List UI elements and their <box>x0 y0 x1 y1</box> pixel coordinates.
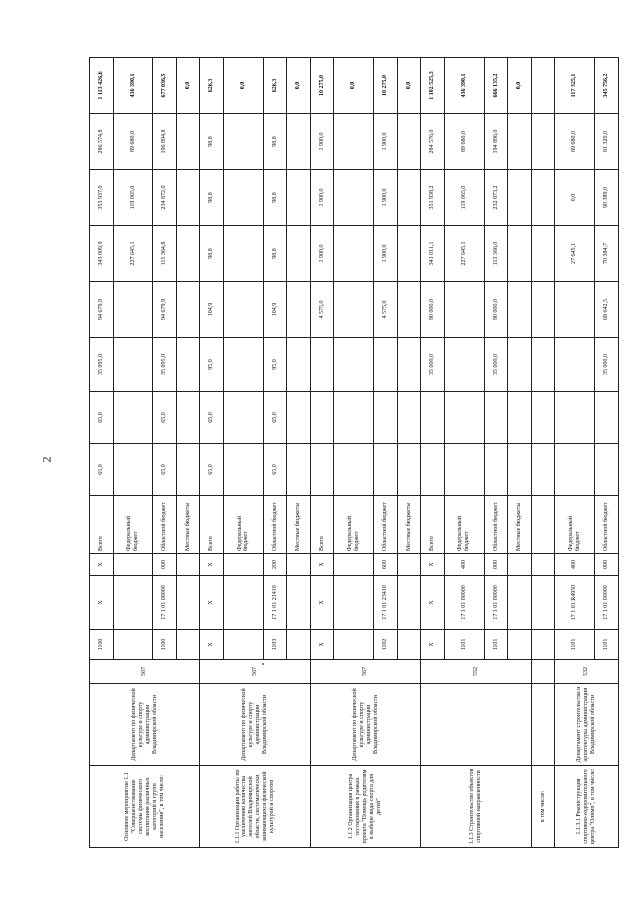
empty-cell <box>531 170 555 226</box>
value-cell <box>176 282 200 338</box>
total-cell: 0,0 <box>397 58 421 114</box>
empty-cell <box>531 114 555 170</box>
funding-source: Местные бюджеты <box>287 496 311 554</box>
value-cell <box>287 392 311 444</box>
vr-code: X <box>200 554 224 576</box>
value-cell <box>397 444 421 496</box>
value-cell: 35 095,0 <box>153 338 177 392</box>
total-cell: 626,3 <box>263 58 287 114</box>
csr-code: 17 1 01 00000 <box>484 576 508 630</box>
event-name: 1.1.1 Организация работы по увеличению количества жителей Владимирской области, систематически занимающихся физической культурой и спортом <box>200 766 310 848</box>
value-cell: 104,9 <box>200 282 224 338</box>
total-cell: 1 113 426,6 <box>90 58 114 114</box>
value-cell <box>176 114 200 170</box>
total-cell: 626,3 <box>200 58 224 114</box>
value-cell: 227 645,1 <box>113 226 153 282</box>
total-cell: 436 390,1 <box>444 58 484 114</box>
rz-code: 1101 <box>444 630 484 660</box>
value-cell: 98,8 <box>263 114 287 170</box>
value-cell: 341 011,1 <box>421 226 445 282</box>
empty-cell <box>531 684 555 766</box>
total-cell: 345 756,2 <box>595 58 619 114</box>
event-name: 1.1.2 Организация центра тестирования в рамках проекта "Помощь родителям в выборе вида спорта для детей" <box>310 766 420 848</box>
vr-code: 200 <box>263 554 287 576</box>
value-cell <box>397 338 421 392</box>
funding-source: Областной бюджет <box>263 496 287 554</box>
value-cell: 90 000,0 <box>484 282 508 338</box>
rz-code: X <box>310 630 334 660</box>
value-cell: 1 900,0 <box>374 170 398 226</box>
value-cell <box>334 114 374 170</box>
vr-code <box>176 554 200 576</box>
value-cell <box>176 170 200 226</box>
value-cell <box>421 392 445 444</box>
grbs-code: 552 <box>421 660 531 684</box>
value-cell: 286 574,8 <box>90 114 114 170</box>
empty-cell <box>531 282 555 338</box>
funding-source: Местные бюджеты <box>397 496 421 554</box>
value-cell <box>444 282 484 338</box>
value-cell: 98,8 <box>200 226 224 282</box>
total-cell: 0,0 <box>223 58 263 114</box>
total-cell: 1 102 525,3 <box>421 58 445 114</box>
vr-code <box>508 554 532 576</box>
funding-source: Областной бюджет <box>374 496 398 554</box>
value-cell <box>334 170 374 226</box>
value-cell: 1 900,0 <box>374 114 398 170</box>
value-cell <box>287 170 311 226</box>
vr-code <box>113 554 153 576</box>
value-cell: 94 679,9 <box>90 282 114 338</box>
value-cell: 1 900,0 <box>374 226 398 282</box>
value-cell <box>334 226 374 282</box>
value-cell: 35 095,0 <box>90 338 114 392</box>
rz-code <box>113 630 153 660</box>
value-cell <box>176 226 200 282</box>
value-cell <box>374 392 398 444</box>
rz-code <box>397 630 421 660</box>
csr-code <box>508 576 532 630</box>
vr-code: 600 <box>374 554 398 576</box>
executor <box>421 684 531 766</box>
funding-source: Федеральный бюджет <box>555 496 595 554</box>
value-cell <box>334 338 374 392</box>
event-name: 1.1.3.1 Реконструкция спортивно-оздоровительного центра "Олимп", в том числе: <box>555 766 619 848</box>
rz-code: 1101 <box>484 630 508 660</box>
value-cell <box>421 444 445 496</box>
value-cell: 89 680,0 <box>555 114 595 170</box>
rz-code <box>508 630 532 660</box>
executor: Департамент по физической культуре и спорту администрации Владимирской области <box>310 684 420 766</box>
value-cell <box>113 444 153 496</box>
value-cell <box>287 338 311 392</box>
value-cell <box>223 338 263 392</box>
total-cell: 677 036,5 <box>153 58 177 114</box>
csr-code <box>223 576 263 630</box>
value-cell <box>444 392 484 444</box>
value-cell <box>555 282 595 338</box>
value-cell <box>484 444 508 496</box>
value-cell <box>397 114 421 170</box>
vr-code: 400 <box>444 554 484 576</box>
funding-source: Федеральный бюджет <box>113 496 153 554</box>
total-cell: 0,0 <box>176 58 200 114</box>
rz-code <box>334 630 374 660</box>
funding-source: Местные бюджеты <box>176 496 200 554</box>
funding-source: Областной бюджет <box>153 496 177 554</box>
executor: Департамент строительства и архитектуры администрации Владимирской области <box>555 684 619 766</box>
vr-code: X <box>421 554 445 576</box>
value-cell: 0,0 <box>555 170 595 226</box>
vr-code: 000 <box>153 554 177 576</box>
total-cell: 436 390,1 <box>113 58 153 114</box>
value-cell: 70 384,7 <box>595 226 619 282</box>
value-cell <box>334 392 374 444</box>
value-cell <box>508 114 532 170</box>
value-cell <box>223 170 263 226</box>
funding-source: Областной бюджет <box>595 496 619 554</box>
total-cell: 117 325,1 <box>555 58 595 114</box>
value-cell: 95,0 <box>263 338 287 392</box>
value-cell <box>176 392 200 444</box>
value-cell: 1 900,0 <box>310 170 334 226</box>
value-cell <box>397 392 421 444</box>
value-cell <box>508 392 532 444</box>
executor: Департамент по физической культуре и спорту администрации Владимирской области <box>200 684 310 766</box>
grbs-code: 567 <box>310 660 420 684</box>
value-cell: 113 366,0 <box>484 226 508 282</box>
vr-code: 000 <box>484 554 508 576</box>
vr-code: 000 <box>595 554 619 576</box>
empty-cell <box>531 392 555 444</box>
funding-source: Всего <box>310 496 334 554</box>
value-cell <box>555 392 595 444</box>
value-cell <box>334 444 374 496</box>
value-cell: 90 389,0 <box>595 170 619 226</box>
csr-code <box>334 576 374 630</box>
page-number: 2 <box>39 456 54 463</box>
table-row <box>200 58 224 848</box>
value-cell: 65,0 <box>153 444 177 496</box>
value-cell: 81 320,0 <box>595 114 619 170</box>
table-row <box>90 58 114 848</box>
vr-code <box>397 554 421 576</box>
rz-code: 1100 <box>153 630 177 660</box>
rz-code: X <box>421 630 445 660</box>
value-cell: 35 000,0 <box>421 338 445 392</box>
value-cell <box>287 114 311 170</box>
value-cell <box>223 392 263 444</box>
value-cell: 65,0 <box>200 392 224 444</box>
value-cell: 232 873,2 <box>484 170 508 226</box>
value-cell <box>508 444 532 496</box>
value-cell: 119 065,0 <box>444 170 484 226</box>
value-cell: 65,0 <box>90 444 114 496</box>
table-row <box>531 58 555 848</box>
value-cell: 90 000,0 <box>421 282 445 338</box>
csr-code: 17 1 01 21410 <box>263 576 287 630</box>
rz-code: 1102 <box>374 630 398 660</box>
value-cell <box>287 282 311 338</box>
rz-code: 1101 <box>595 630 619 660</box>
csr-code <box>113 576 153 630</box>
vr-code: 400 <box>555 554 595 576</box>
value-cell <box>223 114 263 170</box>
csr-code: X <box>421 576 445 630</box>
csr-code <box>397 576 421 630</box>
funding-source: Всего <box>421 496 445 554</box>
value-cell: 1 900,0 <box>310 114 334 170</box>
value-cell: 4 575,0 <box>310 282 334 338</box>
value-cell: 284 576,0 <box>421 114 445 170</box>
event-name: Основное мероприятие 1.1 "Совершенствование системы физического воспитания различных категорий и групп населения", в том числе: <box>90 766 200 848</box>
total-cell: 10 275,0 <box>374 58 398 114</box>
executor: Департамент по физической культуре и спорту администрации Владимирской области <box>90 684 200 766</box>
value-cell: 65,0 <box>90 392 114 444</box>
value-cell <box>374 444 398 496</box>
funding-source: Местные бюджеты <box>508 496 532 554</box>
value-cell: 115 364,8 <box>153 226 177 282</box>
rotated-table-wrapper <box>89 58 619 848</box>
value-cell <box>310 338 334 392</box>
funding-source: Федеральный бюджет <box>223 496 263 554</box>
value-cell <box>397 226 421 282</box>
csr-code: 17 1 01 23410 <box>374 576 398 630</box>
event-name: в том числе: <box>531 766 555 848</box>
value-cell: 98,8 <box>200 170 224 226</box>
value-cell <box>113 338 153 392</box>
total-cell: 0,0 <box>334 58 374 114</box>
value-cell <box>444 338 484 392</box>
value-cell <box>397 282 421 338</box>
csr-code: X <box>310 576 334 630</box>
empty-cell <box>531 660 555 684</box>
value-cell <box>334 282 374 338</box>
value-cell <box>223 282 263 338</box>
value-cell: 35 000,0 <box>484 338 508 392</box>
rz-code <box>176 630 200 660</box>
csr-code: 17 1 01 00000 <box>444 576 484 630</box>
value-cell <box>176 338 200 392</box>
value-cell <box>113 392 153 444</box>
value-cell: 95,0 <box>200 338 224 392</box>
value-cell: 94 679,9 <box>153 282 177 338</box>
budget-table <box>89 57 619 848</box>
value-cell: 194 896,0 <box>484 114 508 170</box>
table-row <box>555 58 595 848</box>
value-cell <box>310 444 334 496</box>
funding-source: Всего <box>90 496 114 554</box>
value-cell: 343 009,9 <box>90 226 114 282</box>
rz-code: X <box>200 630 224 660</box>
empty-cell <box>531 338 555 392</box>
value-cell <box>508 338 532 392</box>
value-cell <box>223 444 263 496</box>
value-cell: 351 938,2 <box>421 170 445 226</box>
value-cell: 89 680,0 <box>444 114 484 170</box>
funding-source: Всего <box>200 496 224 554</box>
value-cell: 196 894,8 <box>153 114 177 170</box>
value-cell <box>484 392 508 444</box>
empty-cell <box>531 226 555 282</box>
value-cell <box>508 226 532 282</box>
value-cell: 65,0 <box>263 392 287 444</box>
value-cell: 65,0 <box>153 392 177 444</box>
funding-source: Областной бюджет <box>484 496 508 554</box>
value-cell: 353 937,0 <box>90 170 114 226</box>
value-cell <box>223 226 263 282</box>
csr-code: 17 1 01 00000 <box>153 576 177 630</box>
rz-code: 1103 <box>263 630 287 660</box>
value-cell: 98,8 <box>200 114 224 170</box>
rz-code: 1100 <box>90 630 114 660</box>
grbs-code: 567 <box>200 660 310 684</box>
vr-code <box>287 554 311 576</box>
csr-code: 17 1 01 R4950 <box>555 576 595 630</box>
total-cell: 666 135,2 <box>484 58 508 114</box>
value-cell <box>287 226 311 282</box>
funding-source: Федеральный бюджет <box>334 496 374 554</box>
value-cell <box>310 392 334 444</box>
value-cell <box>113 282 153 338</box>
empty-cell <box>531 444 555 496</box>
rz-code: 1101 <box>555 630 595 660</box>
vr-code: X <box>310 554 334 576</box>
csr-code: X <box>200 576 224 630</box>
empty-cell <box>531 630 555 660</box>
value-cell: 234 872,0 <box>153 170 177 226</box>
table-row <box>421 58 445 848</box>
event-name: 1.1.3 Строительство объектов спортивной направленности <box>421 766 531 848</box>
empty-cell <box>531 554 555 576</box>
grbs-code: 532 <box>555 660 619 684</box>
value-cell <box>508 170 532 226</box>
csr-code <box>287 576 311 630</box>
total-cell: 10 275,0 <box>310 58 334 114</box>
rz-code <box>223 630 263 660</box>
value-cell <box>397 170 421 226</box>
value-cell <box>374 338 398 392</box>
value-cell: 4 575,0 <box>374 282 398 338</box>
csr-code: X <box>90 576 114 630</box>
value-cell <box>595 444 619 496</box>
value-cell: 98,8 <box>263 170 287 226</box>
funding-source: Федеральный бюджет <box>444 496 484 554</box>
csr-code <box>176 576 200 630</box>
value-cell: 1 900,0 <box>310 226 334 282</box>
vr-code <box>223 554 263 576</box>
value-cell: 119 065,0 <box>113 170 153 226</box>
total-cell: 0,0 <box>508 58 532 114</box>
vr-code <box>334 554 374 576</box>
value-cell: 27 645,1 <box>555 226 595 282</box>
value-cell <box>595 392 619 444</box>
total-cell: 0,0 <box>287 58 311 114</box>
value-cell: 68 642,5 <box>595 282 619 338</box>
value-cell <box>508 282 532 338</box>
empty-cell <box>531 576 555 630</box>
value-cell: 65,0 <box>200 444 224 496</box>
value-cell <box>555 338 595 392</box>
grbs-code: 567 <box>90 660 200 684</box>
vr-code: X <box>90 554 114 576</box>
value-cell <box>287 444 311 496</box>
value-cell <box>555 444 595 496</box>
value-cell <box>444 444 484 496</box>
value-cell: 98,8 <box>263 226 287 282</box>
value-cell: 227 645,1 <box>444 226 484 282</box>
value-cell: 35 000,0 <box>595 338 619 392</box>
value-cell <box>176 444 200 496</box>
csr-code: 17 1 01 00000 <box>595 576 619 630</box>
value-cell: 89 680,0 <box>113 114 153 170</box>
value-cell: 65,0 <box>263 444 287 496</box>
value-cell: 104,9 <box>263 282 287 338</box>
rz-code <box>287 630 311 660</box>
empty-cell <box>531 496 555 554</box>
table-row <box>310 58 334 848</box>
empty-cell <box>531 58 555 114</box>
